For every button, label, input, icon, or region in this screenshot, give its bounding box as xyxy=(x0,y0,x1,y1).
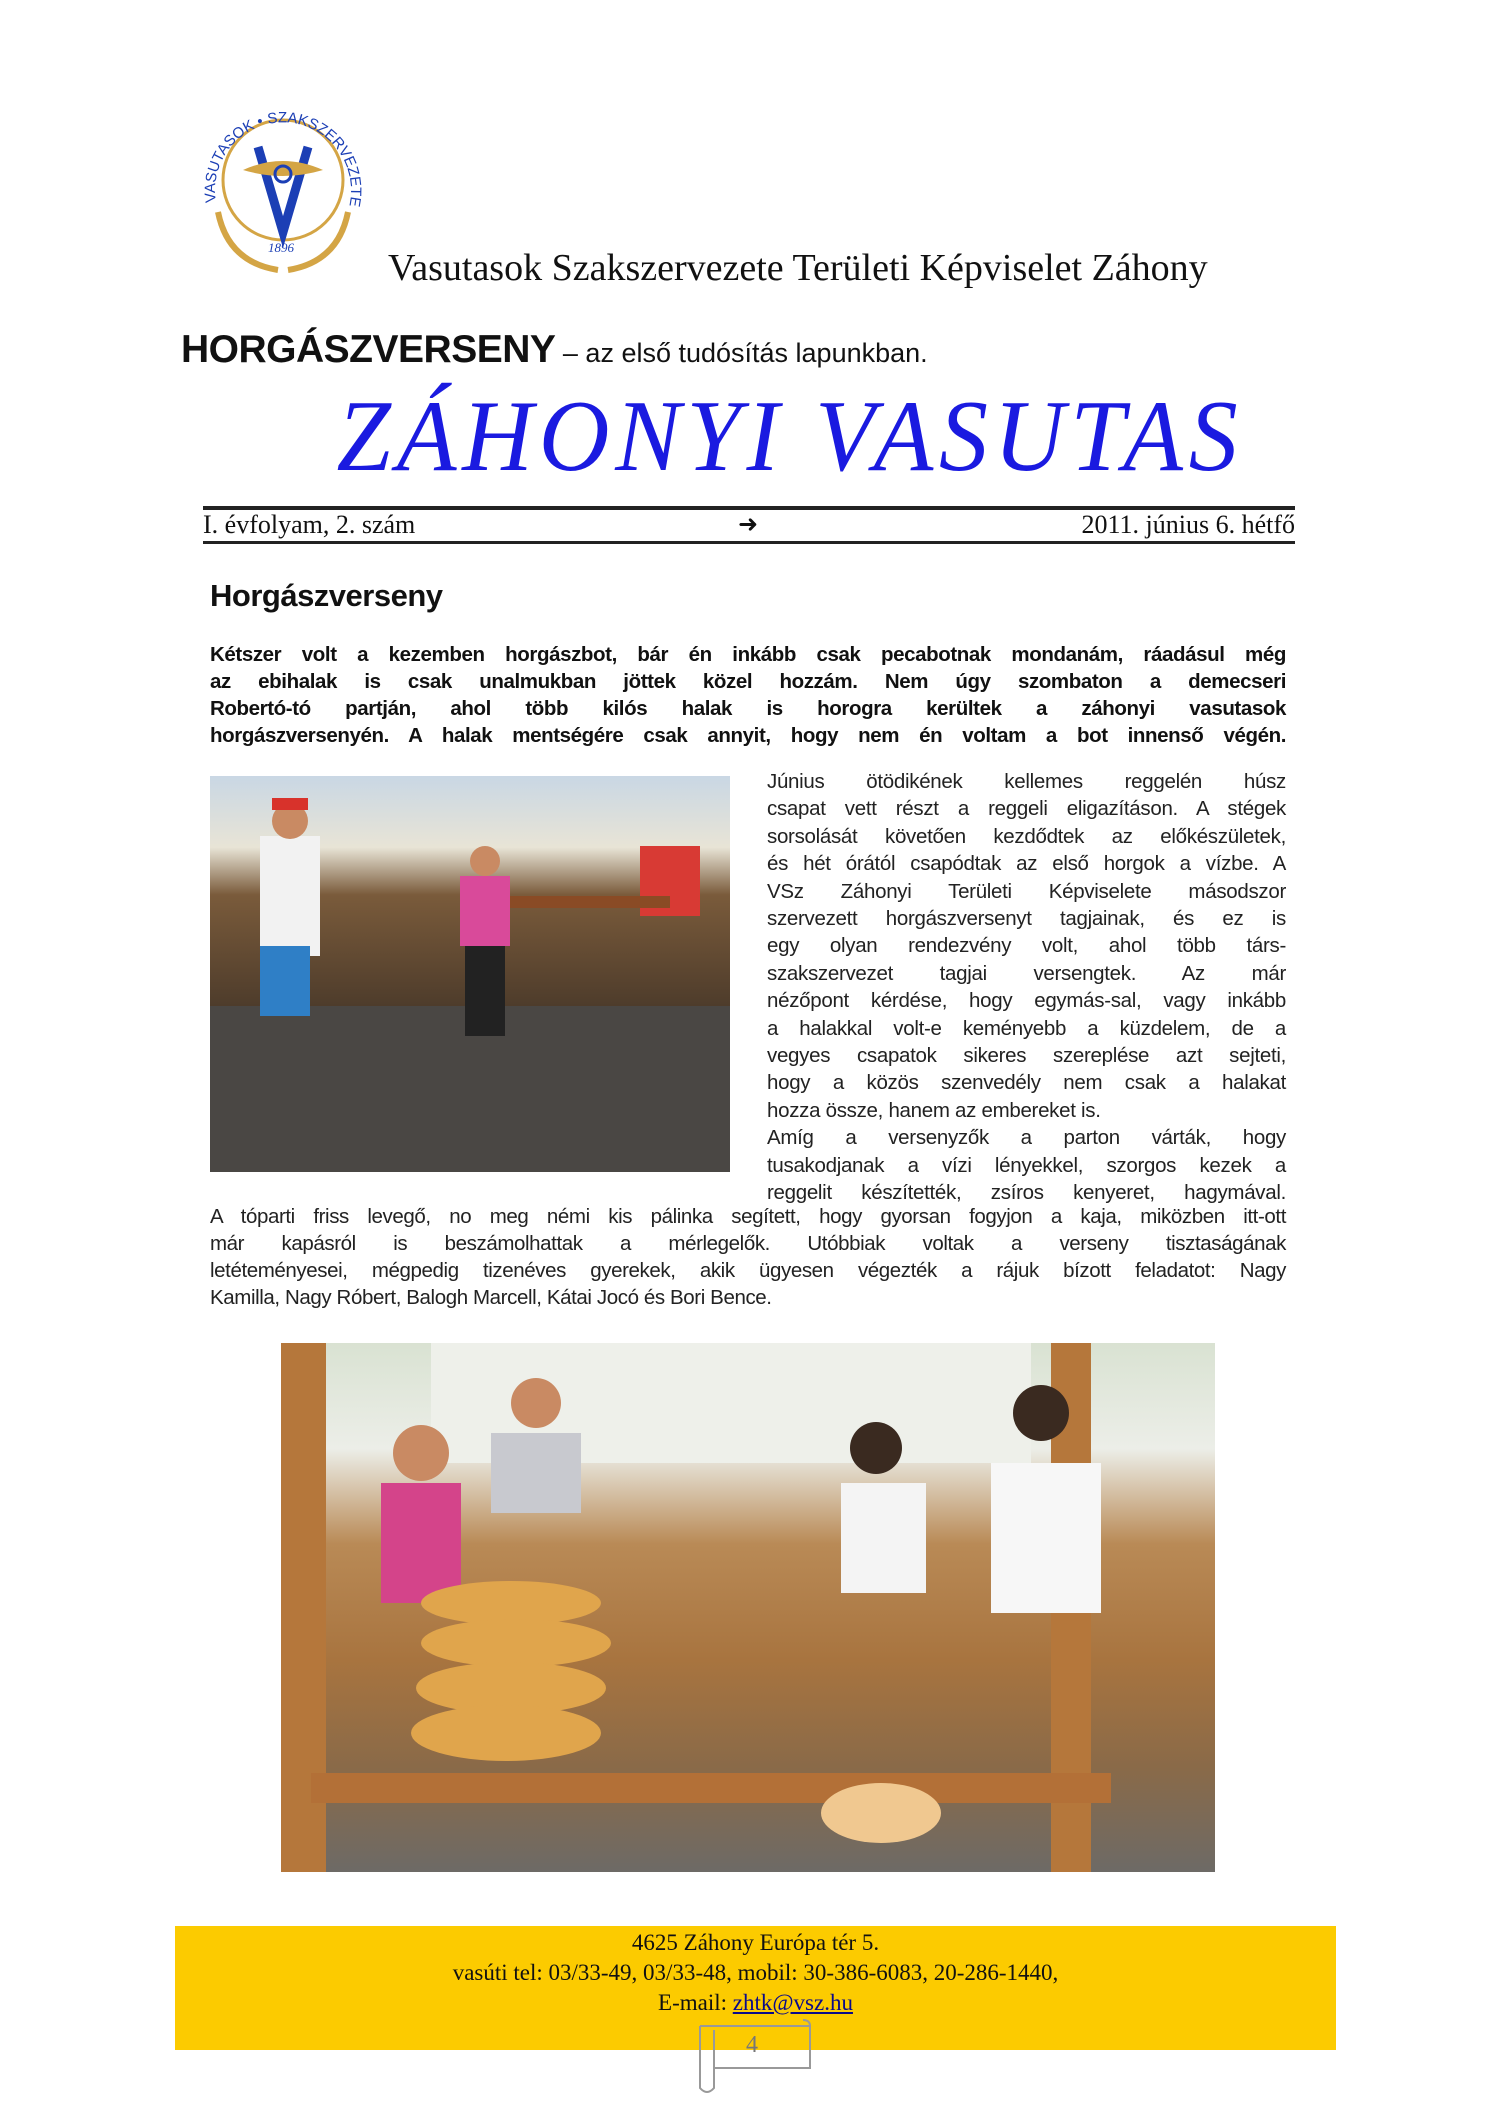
article-closing-text xyxy=(210,1203,1286,1311)
photo-breakfast-illustration xyxy=(281,1343,1215,1872)
photo-fishing-participants xyxy=(210,776,730,1172)
union-logo xyxy=(188,92,378,282)
photo-people-illustration xyxy=(210,776,730,1172)
kicker xyxy=(181,328,928,372)
text-line: sorsolását követően kezdődtek az előkészületek, xyxy=(767,824,1286,848)
text-line: VSz Záhonyi Területi Képviselete másodszor xyxy=(767,879,1286,903)
masthead-title: ZÁHONYI VASUTAS xyxy=(336,380,1244,493)
text-line: Kétszer volt a kezemben horgászbot, bár én inkább csak pecabotnak mondanám, ráadásul még xyxy=(210,643,1286,666)
masthead-rule-bottom xyxy=(203,541,1295,544)
footer-address: 4625 Záhony Európa tér 5. xyxy=(631,1930,880,1955)
kicker-subtitle: – az első tudósítás lapunkban. xyxy=(555,338,928,368)
text-line: egy olyan rendezvény volt, ahol több társ- xyxy=(767,934,1286,958)
text-line: Amíg a versenyzők a parton várták, hogy xyxy=(767,1126,1286,1150)
text-line: horgászversenyén. A halak mentségére csak annyit, hogy nem én voltam a bot innenső végén. xyxy=(210,724,1286,747)
photo-breakfast-preparation xyxy=(281,1343,1215,1872)
text-line: nézőpont kérdése, hogy egymás-sal, vagy inkább xyxy=(767,989,1286,1013)
email-link[interactable]: zhtk@vsz.hu xyxy=(732,1990,853,2015)
text-line: szervezett horgászversenyt tagjainak, és ez is xyxy=(767,907,1286,931)
text-line: szakszervezet tagjai versengtek. Az már xyxy=(767,961,1286,985)
organization-name: Vasutasok Szakszervezete Területi Képviselet Záhony xyxy=(388,247,1208,289)
footer-phones: vasúti tel: 03/33-49, 03/33-48, mobil: 30-386-6083, 20-286-1440, xyxy=(452,1960,1059,1985)
text-line: A tóparti friss levegő, no meg némi kis pálinka segített, hogy gyorsan fogyjon a kaja, miközben itt-ott xyxy=(210,1205,1286,1228)
text-line: csapat vett részt a reggeli eligazításon. A stégek xyxy=(767,797,1286,821)
issue-number: I. évfolyam, 2. szám xyxy=(203,510,416,539)
text-line: hogy a közös szenvedély nem csak a halakat xyxy=(767,1071,1286,1095)
text-line: tusakodjanak a vízi lényekkel, szorgos kezek a xyxy=(767,1153,1286,1177)
article-title: Horgászverseny xyxy=(210,578,443,613)
article-column-text xyxy=(767,768,1286,1207)
text-line: vegyes csapatok sikeres szereplése azt sejteti, xyxy=(767,1044,1286,1068)
arrow-icon: ➜ xyxy=(738,511,759,538)
text-line: és hét órától csapódtak az első horgok a vízbe. A xyxy=(767,852,1286,876)
text-line: Robertó-tó partján, ahol több kilós halak is horogra kerültek a záhonyi vasutasok xyxy=(210,697,1286,720)
text-line: hozza össze, hanem az embereket is. xyxy=(767,1098,1101,1122)
text-line: Június ötödikének kellemes reggelén húsz xyxy=(767,770,1286,793)
page-number-scroll xyxy=(690,2018,825,2098)
svg-text:1896: 1896 xyxy=(268,240,294,255)
text-line: Kamilla, Nagy Róbert, Balogh Marcell, Kátai Jocó és Bori Bence. xyxy=(210,1286,772,1309)
article-intro xyxy=(210,641,1286,749)
issue-date: 2011. június 6. hétfő xyxy=(1081,510,1295,539)
text-line: már kapásról is beszámolhattak a mérlegelők. Utóbbiak voltak a verseny tisztaságának xyxy=(210,1232,1286,1255)
text-line: reggelit készítették, zsíros kenyeret, hagymával. xyxy=(767,1181,1286,1205)
footer-email-line xyxy=(175,1988,1336,2018)
kicker-headline: HORGÁSZVERSENY xyxy=(181,328,556,371)
text-line: letéteményesei, mégpedig tizenéves gyerekek, akik ügyesen végezték a rájuk bízott feladatot: Nagy xyxy=(210,1259,1286,1282)
text-line: az ebihalak is csak unalmukban jöttek közel hozzám. Nem úgy szombaton a demecseri xyxy=(210,670,1286,693)
page-number: 4 xyxy=(746,2032,758,2058)
svg-text:VASUTASOK • SZAKSZERVEZETE: VASUTASOK • SZAKSZERVEZETE xyxy=(201,109,365,209)
text-line: a halakkal volt-e keményebb a küzdelem, de a xyxy=(767,1016,1286,1040)
footer-email-label: E-mail: xyxy=(658,1990,733,2015)
